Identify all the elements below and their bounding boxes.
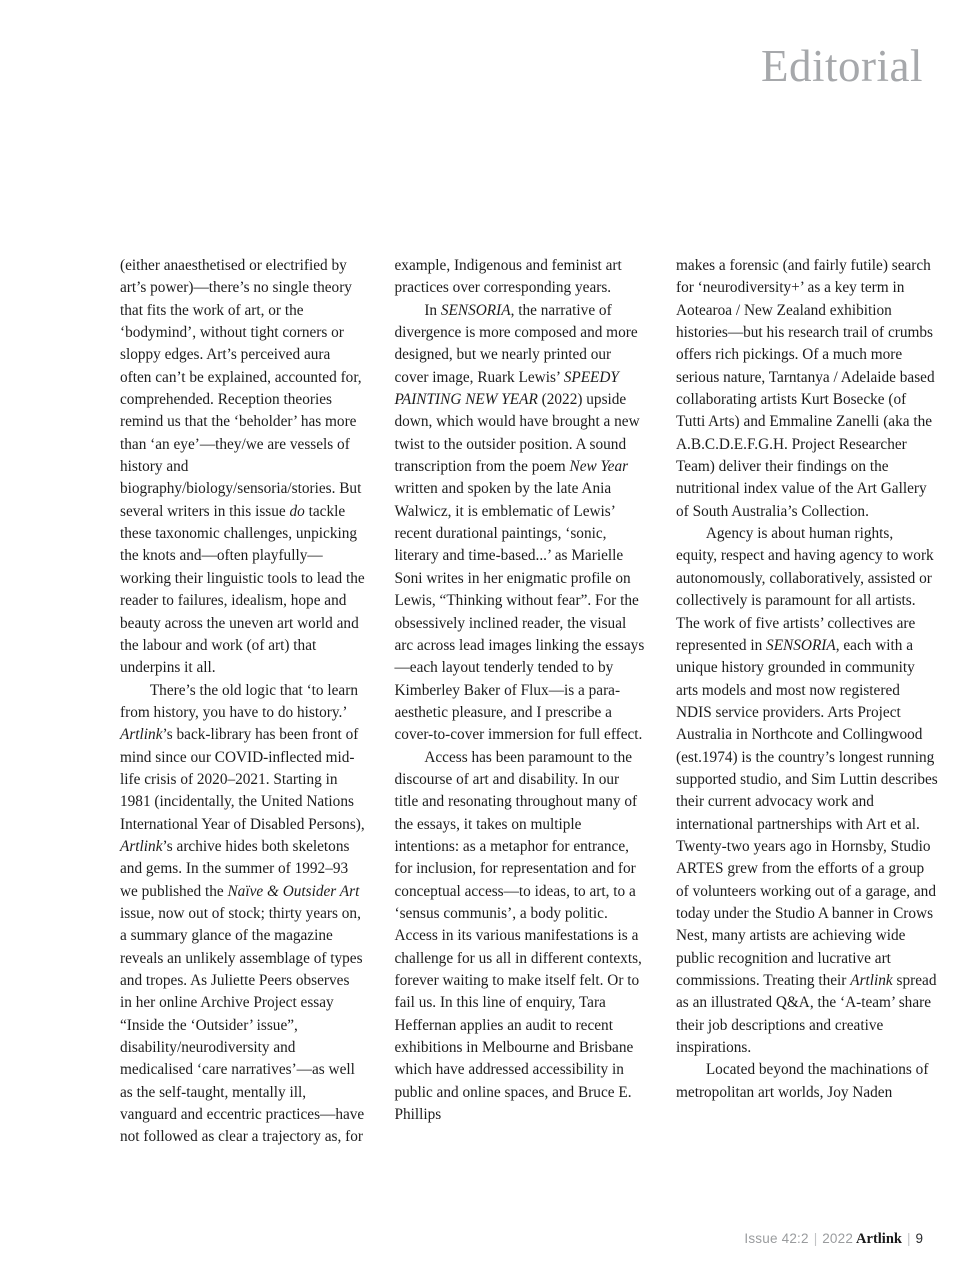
- italic-run: SENSORIA: [440, 301, 511, 319]
- article-columns: [120, 255, 938, 1149]
- page-title: Editorial: [761, 41, 923, 91]
- text-column-2: [395, 255, 647, 1126]
- italic-run: SPEEDY PAINTING NEW YEAR: [394, 368, 619, 409]
- footer-brand: Artlink: [856, 1231, 902, 1247]
- footer-separator-2: |: [906, 1231, 911, 1246]
- masthead: [0, 41, 923, 114]
- italic-run: Artlink: [850, 972, 893, 989]
- text-column-3: [676, 255, 938, 1104]
- paragraph: There’s the old logic that ‘to learn from history, you have to do history.’ Artlink’s back-library has been front of mind since our COVID-inflected mid-life crisis of 2020–2021. Starting in 1981 (incidentally, the United Nations International Year of Disabled Persons), Artlink’s archive hides both skeletons and gems. In the summer of 1992–93 we published the Naïve & Outsider Art issue, now out of stock; thirty years on, a summary glance of the magazine reveals an unlikely assemblage of types and tropes. As Juliette Peers observes in her online Archive Project essay “Inside the ‘Outsider’ issue”, disability/neurodiversity and medicalised ‘care narratives’—as well as the self-taught, mentally ill, vanguard and eccentric practices—have not followed as clear a trajectory as, for: [120, 681, 365, 1146]
- paragraph: Located beyond the machinations of metropolitan art worlds, Joy Naden: [676, 1061, 929, 1101]
- italic-run: SENSORIA: [766, 636, 836, 654]
- paragraph: In SENSORIA, the narrative of divergence is more composed and more designed, but we nearly printed our cover image, Ruark Lewis’ SPEEDY PAINTING NEW YEAR (2022) upside down, which would have brought a new twist to the outsider position. A sound transcription from the poem New Year written and spoken by the late Ania Walwicz, it is emblematic of Lewis’ recent durational paintings, ‘sonic, literary and time-based...’ as Marielle Soni writes in her enigmatic profile on Lewis, “Thinking without fear”. For the obsessively inclined reader, the visual arc across lead images linking the essays—each layout tenderly tended to by Kimberley Baker of Flux—is a para-aesthetic pleasure, and I prescribe a cover-to-cover immersion for full effect.: [394, 301, 645, 744]
- footer-issue: Issue 42:2: [744, 1231, 809, 1246]
- paragraph: (either anaesthetised or electrified by art’s power)—there’s no single theory that fits the work of art, or the ‘bodymind’, without tight corners or sloppy edges. Art’s perceived aura often can’t be explained, accounted for, comprehended. Reception theories remind us that the ‘beholder’ has more than ‘an eye’—they/we are vessels of history and biography/biology/sensoria/stories. But several writers in this issue do tackle these taxonomic challenges, unpicking the knots and—often playfully—working their linguistic tools to lead the reader to failures, idealism, hope and beauty across the uneven art world and the labour and work (of art) that underpins it all.: [120, 257, 365, 677]
- italic-run: Naïve & Outsider Art: [227, 882, 360, 900]
- paragraph: example, Indigenous and feminist art practices over corresponding years.: [394, 257, 622, 297]
- footer-separator-1: |: [813, 1231, 818, 1246]
- paragraph: Agency is about human rights, equity, respect and having agency to work autonomously, collaboratively, assisted or collectively is paramount for all artists. The work of five artists’ collectives are represented in SENSORIA, each with a unique history grounded in community arts models and most now registered NDIS service providers. Arts Project Australia in Northcote and Collingwood (est.1974) is the country’s longest running supported studio, and Sim Luttin describes their current advocacy work and international partnerships with Art et al. Twenty-two years ago in Hornsby, Studio ARTES grew from the efforts of a group of volunteers working out of a garage, and today under the Studio A banner in Crows Nest, many artists are achieving wide public recognition and lucrative art commissions. Treating their Artlink spread as an illustrated Q&A, the ‘A-team’ share their job descriptions and creative inspirations.: [676, 525, 938, 1057]
- italic-run: New Year: [569, 458, 629, 476]
- italic-run: Artlink: [120, 726, 163, 744]
- paragraph: makes a forensic (and fairly futile) search for ‘neurodiversity+’ as a key term in Aotearoa / New Zealand exhibition histories—but his research trail of crumbs offers rich pickings. Of a much more serious nature, Tarntanya / Adelaide based collaborating artists Kurt Bosecke (of Tutti Arts) and Emmaline Zanelli (aka the A.B.C.D.E.F.G.H. Project Researcher Team) deliver their findings on the nutritional index value of the Art Gallery of South Australia’s Collection.: [676, 257, 935, 520]
- page-footer: [0, 1231, 923, 1248]
- paragraph: Access has been paramount to the discourse of art and disability. In our title and resonating throughout many of the essays, it takes on multiple intentions: as a metaphor for entrance, for inclusion, for representation and for conceptual access—to ideas, to art, to a ‘sensus communis’, a body politic. Access in its various manifestations is a challenge for us all in different contexts, forever waiting to make itself felt. Or to fail us. In this line of enquiry, Tara Heffernan applies an audit to recent exhibitions in Melbourne and Brisbane which have addressed accessibility in public and online spaces, and Bruce E. Phillips: [394, 748, 642, 1124]
- text-column-1: [120, 255, 365, 1149]
- italic-run: do: [289, 502, 305, 520]
- footer-page-number: 9: [915, 1231, 923, 1246]
- italic-run: Artlink: [120, 837, 163, 855]
- footer-year: 2022: [822, 1231, 854, 1246]
